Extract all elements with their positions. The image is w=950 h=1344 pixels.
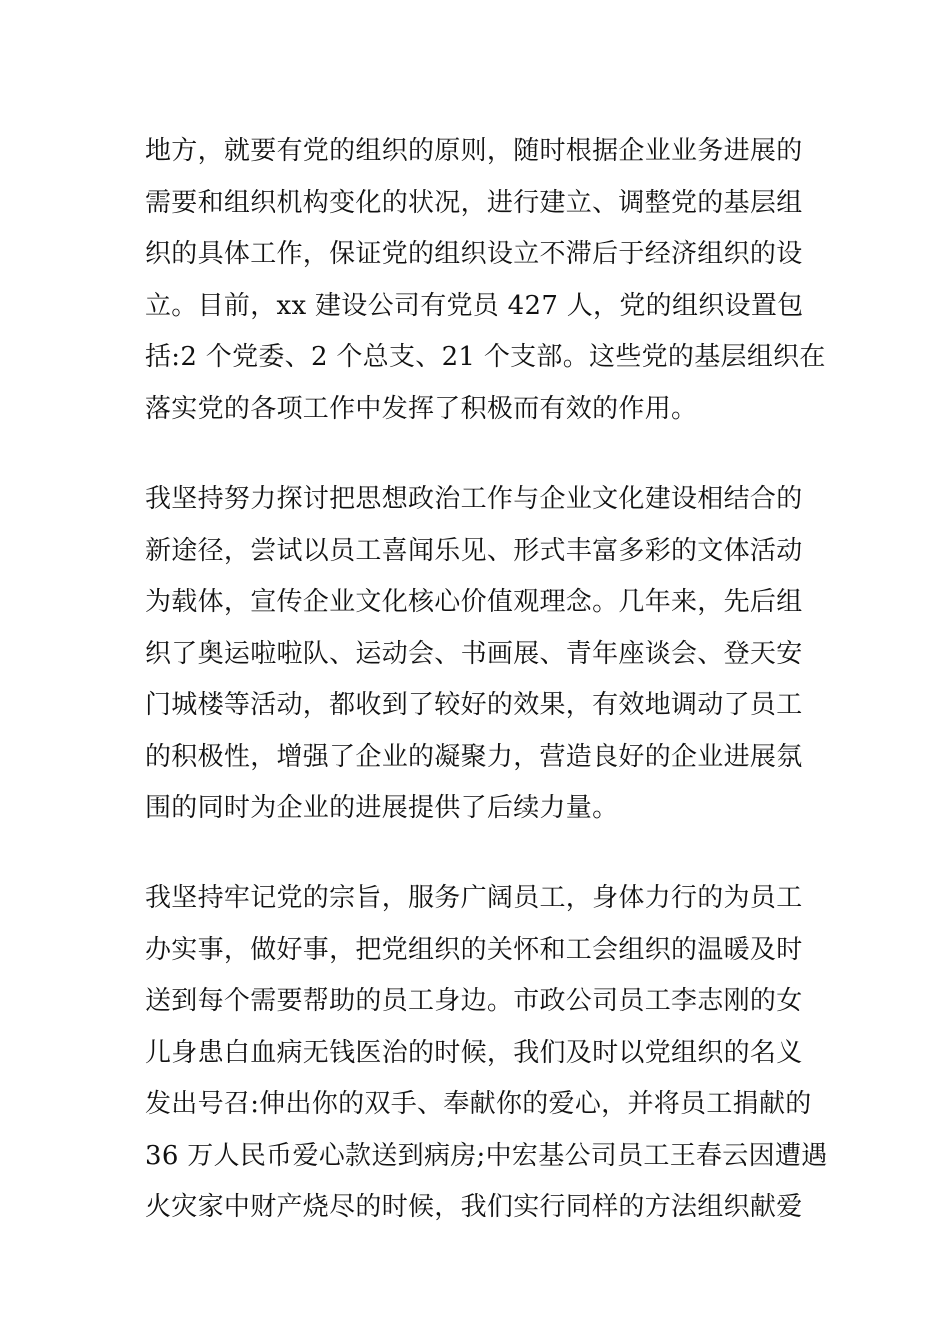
text-line: 织了奥运啦啦队、运动会、书画展、青年座谈会、登天安 xyxy=(145,638,803,669)
text-line: 地方，就要有党的组织的原则，随时根据企业业务进展的 xyxy=(145,136,803,166)
text-line: 织的具体工作，保证党的组织设立不滞后于经济组织的设 xyxy=(145,239,803,269)
text-line: 送到每个需要帮助的员工身边。市政公司员工李志刚的女 xyxy=(145,986,803,1016)
text-line: 办实事，做好事，把党组织的关怀和工会组织的温暖及时 xyxy=(145,934,803,965)
text-line: 我坚持牢记党的宗旨，服务广阔员工，身体力行的为员工 xyxy=(145,883,803,913)
text-line: 括:2 个党委、2 个总支、21 个支部。这些党的基层组织在 xyxy=(145,342,826,372)
text-line: 36 万人民币爱心款送到病房;中宏基公司员工王春云因遭遇 xyxy=(145,1140,828,1171)
paragraph-3 xyxy=(145,873,828,1234)
text-line: 为载体，宣传企业文化核心价值观理念。几年来，先后组 xyxy=(145,587,803,617)
paragraph-2 xyxy=(145,474,815,835)
text-line: 需要和组织机构变化的状况，进行建立、调整党的基层组 xyxy=(145,187,803,218)
text-line: 发出号召:伸出你的双手、奉献你的爱心，并将员工捐献的 xyxy=(145,1089,812,1119)
text-line: 我坚持努力探讨把思想政治工作与企业文化建设相结合的 xyxy=(145,484,803,514)
paragraph-1 xyxy=(145,126,826,435)
text-line: 围的同时为企业的进展提供了后续力量。 xyxy=(145,793,619,823)
text-line: 儿身患白血病无钱医治的时候，我们及时以党组织的名义 xyxy=(145,1037,803,1068)
text-line: 门城楼等活动，都收到了较好的效果，有效地调动了员工 xyxy=(145,690,803,720)
text-line: 立。目前，xx 建设公司有党员 427 人，党的组织设置包 xyxy=(145,290,804,321)
text-line: 落实党的各项工作中发挥了积极而有效的作用。 xyxy=(145,393,698,424)
text-line: 的积极性，增强了企业的凝聚力，营造良好的企业进展氛 xyxy=(145,741,803,772)
text-line: 火灾家中财产烧尽的时候，我们实行同样的方法组织献爱 xyxy=(145,1192,803,1222)
text-line: 新途径，尝试以员工喜闻乐见、形式丰富多彩的文体活动 xyxy=(145,535,803,566)
